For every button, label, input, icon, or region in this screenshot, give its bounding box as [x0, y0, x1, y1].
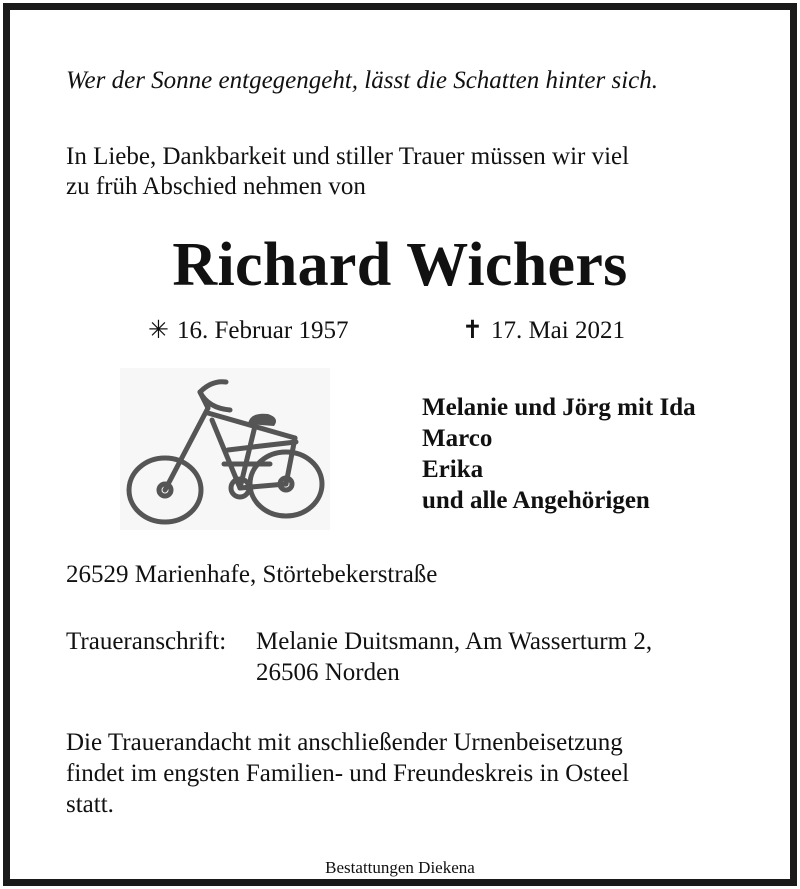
funeral-home-name: Bestattungen Diekena [315, 858, 485, 877]
ceremony-note [66, 727, 746, 820]
birth-star-icon: ✳ [148, 317, 169, 344]
intro-line-2: zu früh Abschied nehmen von [66, 173, 366, 200]
deceased-name: Richard Wichers [172, 231, 628, 299]
intro-text [66, 142, 746, 202]
residence-address: 26529 Marienhafe, Störtebekerstraße [66, 561, 438, 588]
mourning-address-label: Traueranschrift: [66, 628, 227, 655]
death-date: 17. Mai 2021 [490, 317, 625, 344]
death-date-line [462, 315, 625, 345]
ceremony-line-2: findet im engsten Familien- und Freundeskreis in Osteel [66, 760, 630, 787]
ceremony-line-3: statt. [66, 791, 114, 818]
family-member: Melanie und Jörg mit Ida [422, 394, 696, 421]
mourning-address-line-1: Melanie Duitsmann, Am Wasserturm 2, [256, 628, 653, 655]
motto-quote: Wer der Sonne entgegengeht, lässt die Schatten hinter sich. [66, 67, 659, 94]
funeral-home-footer [0, 858, 800, 878]
family-member: Erika [422, 456, 484, 483]
bicycle-drawing-svg [120, 368, 330, 530]
mourning-address-line-2: 26506 Norden [256, 659, 400, 686]
birth-date-line [148, 315, 348, 345]
family-member: Marco [422, 425, 493, 452]
ceremony-line-1: Die Trauerandacht mit anschließender Urnenbeisetzung [66, 729, 623, 756]
family-list [422, 392, 696, 516]
birth-date: 16. Februar 1957 [176, 317, 349, 344]
death-cross-icon: ✝ [462, 317, 483, 344]
family-member: und alle Angehörigen [422, 487, 650, 514]
bicycle-drawing-icon [120, 368, 330, 530]
intro-line-1: In Liebe, Dankbarkeit und stiller Trauer müssen wir viel [66, 143, 630, 170]
